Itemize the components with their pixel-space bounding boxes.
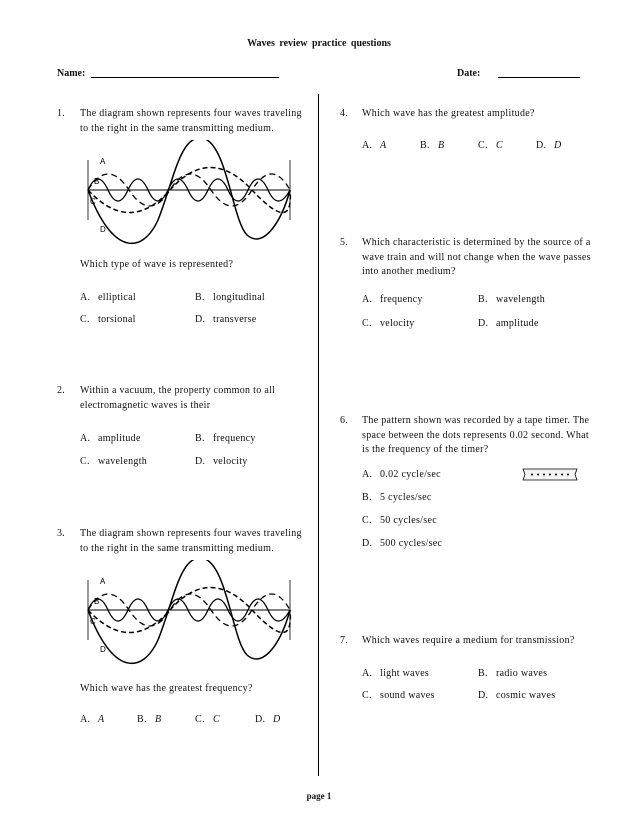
q4-number: 4. — [340, 108, 349, 119]
q1-label-b: B — [94, 177, 100, 186]
q2-option-a[interactable]: A. amplitude — [80, 433, 141, 444]
q5-option-b[interactable]: B. wavelength — [478, 294, 546, 305]
q7-option-a[interactable]: A. light waves — [362, 668, 430, 679]
q5-option-d[interactable]: D. amplitude — [478, 318, 539, 329]
q2-option-c[interactable]: C. wavelength — [80, 456, 148, 467]
q7-option-d[interactable]: D. cosmic waves — [478, 690, 556, 701]
q4-option-c[interactable]: C. C — [478, 140, 503, 151]
q5-option-a[interactable]: A. frequency — [362, 294, 423, 305]
q6-number: 6. — [340, 415, 349, 426]
q3-label-b: B — [94, 597, 100, 606]
q4-text: Which wave has the greatest amplitude? — [362, 108, 535, 119]
q1-label-a: A — [100, 157, 106, 166]
name-label: Name: — [57, 68, 86, 79]
q1-option-a[interactable]: A. elliptical — [80, 292, 136, 303]
q2-option-d[interactable]: D. velocity — [195, 456, 248, 467]
q3-label-a: A — [100, 577, 106, 586]
q6-option-d[interactable]: D. 500 cycles/sec — [362, 538, 443, 549]
q1-label-c: C — [90, 197, 96, 206]
q1-prompt: Which type of wave is represented? — [80, 259, 234, 270]
q7-text: Which waves require a medium for transmission? — [362, 635, 575, 646]
date-label: Date: — [457, 68, 481, 79]
q2-option-b[interactable]: B. frequency — [195, 433, 256, 444]
q7-option-c[interactable]: C. sound waves — [362, 690, 435, 701]
q3-label-c: C — [90, 617, 96, 626]
q3-prompt: Which wave has the greatest frequency? — [80, 683, 253, 694]
page-number: page 1 — [306, 791, 332, 801]
q3-wave-diagram — [82, 560, 294, 670]
q1-wave-diagram — [82, 140, 294, 250]
q3-label-d: D — [100, 645, 106, 654]
page-title: Waves review practice questions — [247, 38, 391, 49]
q2-text: Within a vacuum, the property common to all electromagnetic waves is their — [80, 385, 276, 411]
q3-number: 3. — [57, 528, 66, 539]
q3-option-a[interactable]: A. A — [80, 714, 105, 725]
q4-option-a[interactable]: A. A — [362, 140, 387, 151]
q6-option-b[interactable]: B. 5 cycles/sec — [362, 492, 432, 503]
q1-option-b[interactable]: B. longitudinal — [195, 292, 265, 303]
q4-option-b[interactable]: B. B — [420, 140, 445, 151]
q6-option-c[interactable]: C. 50 cycles/sec — [362, 515, 437, 526]
q5-option-c[interactable]: C. velocity — [362, 318, 415, 329]
q1-label-d: D — [100, 225, 106, 234]
column-divider — [318, 94, 319, 776]
tape-timer-strip — [522, 468, 578, 481]
q5-number: 5. — [340, 237, 349, 248]
q4-option-d[interactable]: D. D — [536, 140, 562, 151]
q1-option-d[interactable]: D. transverse — [195, 314, 257, 325]
q6-option-a[interactable]: A. 0.02 cycle/sec — [362, 469, 441, 480]
q1-number: 1. — [57, 108, 66, 119]
q1-text: The diagram shown represents four waves traveling to the right in the same transmitting medium. — [80, 108, 302, 134]
q3-text: The diagram shown represents four waves traveling to the right in the same transmitting medium. — [80, 528, 302, 554]
q3-option-c[interactable]: C. C — [195, 714, 220, 725]
q1-option-c[interactable]: C. torsional — [80, 314, 136, 325]
q7-option-b[interactable]: B. radio waves — [478, 668, 548, 679]
q5-text: Which characteristic is determined by the source of a wave train and will not change when the wave passes into another medium? — [362, 237, 591, 277]
q6-text: The pattern shown was recorded by a tape timer. The space between the dots represents 0.02 second. What is the frequency of the timer? — [362, 415, 590, 455]
name-field-line[interactable] — [91, 77, 279, 78]
q3-option-b[interactable]: B. B — [137, 714, 162, 725]
q3-option-d[interactable]: D. D — [255, 714, 281, 725]
date-field-line[interactable] — [498, 77, 580, 78]
q7-number: 7. — [340, 635, 349, 646]
q2-number: 2. — [57, 385, 66, 396]
